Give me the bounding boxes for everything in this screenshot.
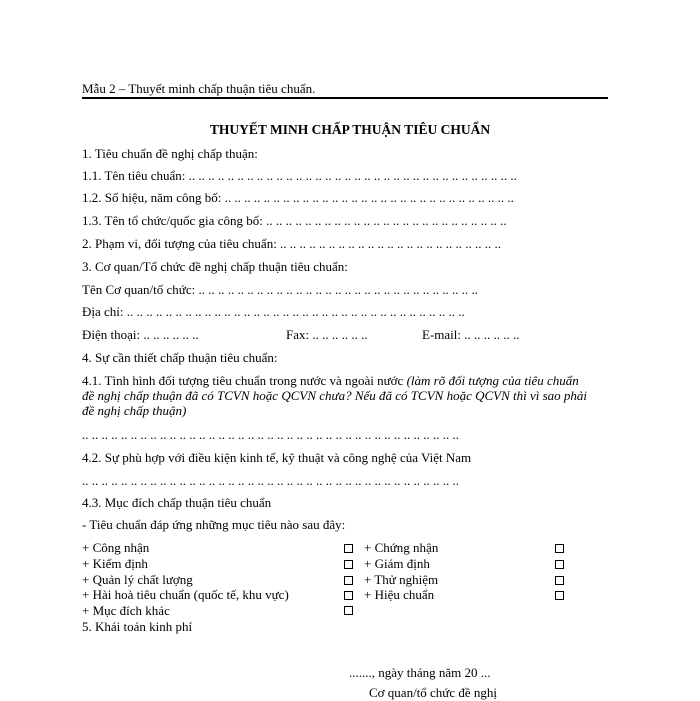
section-4-1-dots: .. .. .. .. .. .. .. .. .. .. .. .. .. .. .. .. .. .. .. .. .. .. .. .. .. .. .. .. .. .. .. .. .. .. .. .. .. .. ..: [82, 427, 459, 442]
publisher-field: 1.3. Tên tổ chức/quốc gia công bố: .. .. .. .. .. .. .. .. .. .. .. .. .. .. .. .. .. .. .. .. .. .. .. .. ..: [82, 213, 507, 228]
date-line: ......., ngày tháng năm 20 ...: [349, 665, 491, 680]
email-field: E-mail: .. .. .. .. .. ..: [422, 327, 520, 342]
section-4-2-heading: 4.2. Sự phù hợp với điều kiện kinh tế, kỹ thuật và công nghệ của Việt Nam: [82, 450, 472, 465]
checkbox-inspection[interactable]: [344, 560, 353, 569]
checkbox-calibration[interactable]: [555, 591, 564, 600]
section-4-2-dots: .. .. .. .. .. .. .. .. .. .. .. .. .. .. .. .. .. .. .. .. .. .. .. .. .. .. .. .. .. .. .. .. .. .. .. .. .. .. ..: [82, 473, 459, 488]
section-4-1-lead: 4.1. Tình hình đối tượng tiêu chuẩn trong nước và ngoài nước: [82, 373, 407, 388]
checkbox-other[interactable]: [344, 606, 353, 615]
checkbox-harmonization[interactable]: [344, 591, 353, 600]
phone-field: Điện thoại: .. .. .. .. .. ..: [82, 327, 199, 342]
header-divider: [82, 97, 608, 99]
section-4-1-note-a: (làm rõ đối tượng của tiêu chuẩn: [406, 373, 579, 388]
standard-number-field: 1.2. Số hiệu, năm công bố: .. .. .. .. .. .. .. .. .. .. .. .. .. .. .. .. .. .. .. .. .. .. .. .. .. .. .. .. .. ..: [82, 190, 514, 205]
purpose-harmonization: + Hài hoà tiêu chuẩn (quốc tế, khu vực): [82, 587, 289, 602]
section-4-1-note-b: đề nghị chấp thuận đã có TCVN hoặc QCVN chưa? Nếu đã có TCVN hoặc QCVN thì vì sao phải: [82, 388, 588, 403]
purpose-assessment: + Giám định: [364, 556, 430, 571]
organization-field: Tên Cơ quan/tổ chức: .. .. .. .. .. .. .. .. .. .. .. .. .. .. .. .. .. .. .. .. .. .. .. .. .. .. .. .. ..: [82, 282, 478, 297]
purpose-quality-management: + Quản lý chất lượng: [82, 572, 193, 587]
section-4-3-question: - Tiêu chuẩn đáp ứng những mục tiêu nào sau đây:: [82, 517, 346, 532]
form-label: Mẫu 2 – Thuyết minh chấp thuận tiêu chuẩn.: [82, 81, 316, 96]
checkbox-assessment[interactable]: [555, 560, 564, 569]
section-3-heading: 3. Cơ quan/Tổ chức đề nghị chấp thuận tiêu chuẩn:: [82, 259, 348, 274]
signer-label: Cơ quan/tổ chức đề nghị: [369, 685, 498, 700]
purpose-certification: + Chứng nhận: [364, 540, 439, 555]
purpose-other: + Mục đích khác: [82, 603, 170, 618]
checkbox-certification[interactable]: [555, 544, 564, 553]
standard-name-field: 1.1. Tên tiêu chuẩn: .. .. .. .. .. .. .. .. .. .. .. .. .. .. .. .. .. .. .. .. .. .. .. .. .. .. .. .. .. .. .. .. .. ..: [82, 168, 517, 183]
section-5-heading: 5. Khái toán kinh phí: [82, 619, 193, 634]
checkbox-testing[interactable]: [555, 576, 564, 585]
purpose-calibration: + Hiệu chuẩn: [364, 587, 435, 602]
section-1-heading: 1. Tiêu chuẩn đề nghị chấp thuận:: [82, 146, 258, 161]
section-4-heading: 4. Sự cần thiết chấp thuận tiêu chuẩn:: [82, 350, 278, 365]
section-4-1-line-1: [82, 373, 579, 389]
fax-field: Fax: .. .. .. .. .. ..: [286, 327, 368, 342]
document-title: THUYẾT MINH CHẤP THUẬN TIÊU CHUẨN: [209, 122, 491, 137]
purpose-testing: + Thử nghiệm: [364, 572, 439, 587]
section-4-3-heading: 4.3. Mục đích chấp thuận tiêu chuẩn: [82, 495, 272, 510]
checkbox-quality-management[interactable]: [344, 576, 353, 585]
purpose-accreditation: + Công nhận: [82, 540, 150, 555]
scope-field: 2. Phạm vi, đối tượng của tiêu chuẩn: .. .. .. .. .. .. .. .. .. .. .. .. .. .. .. .. .. .. .. .. .. .. ..: [82, 236, 502, 251]
purpose-inspection: + Kiểm định: [82, 556, 148, 571]
address-field: Địa chỉ: .. .. .. .. .. .. .. .. .. .. .. .. .. .. .. .. .. .. .. .. .. .. .. .. .. .. .. .. .. .. .. .. .. .. ..: [82, 304, 465, 319]
section-4-1-note-c: đề nghị chấp thuận): [82, 403, 187, 418]
checkbox-accreditation[interactable]: [344, 544, 353, 553]
